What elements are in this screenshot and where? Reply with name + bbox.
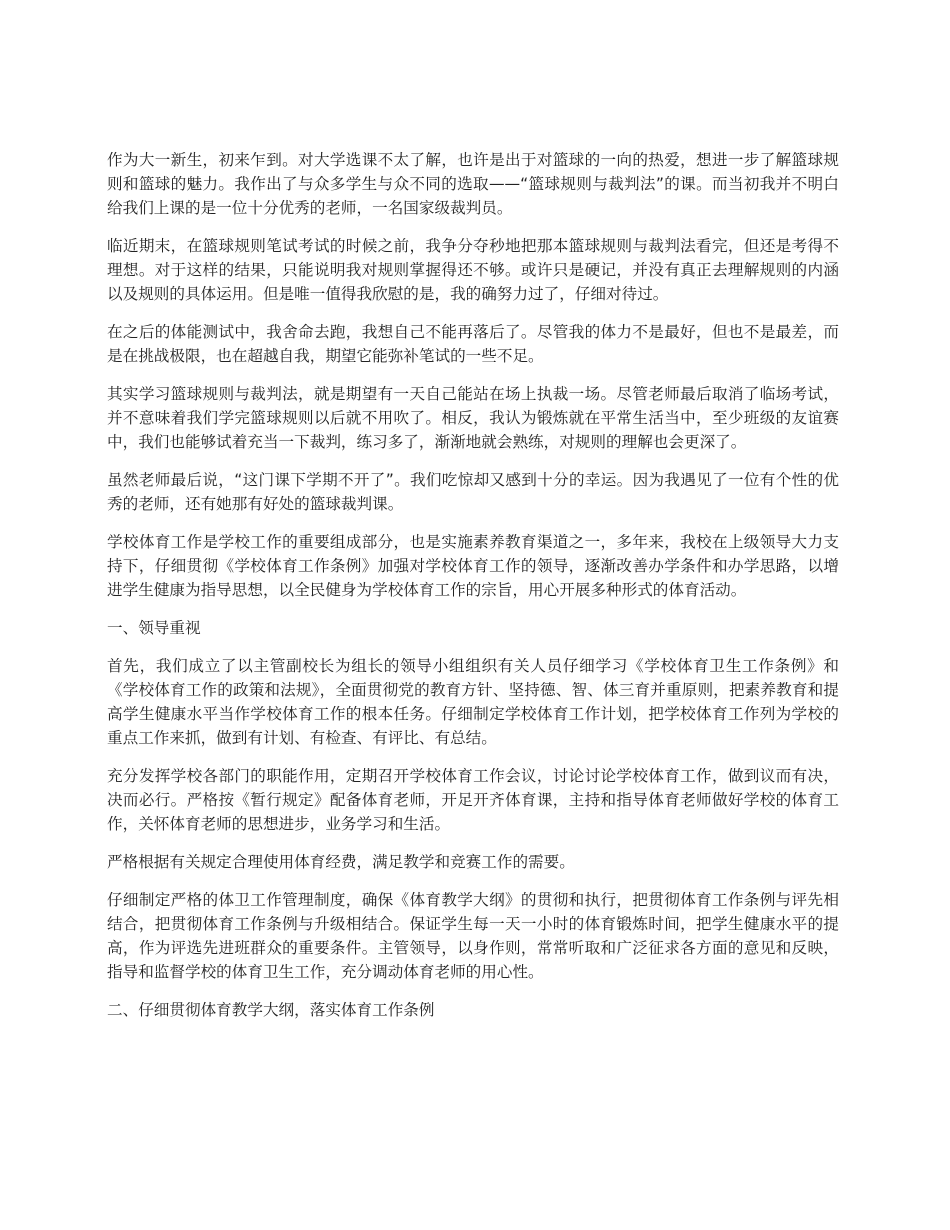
paragraph-4: 其实学习篮球规则与裁判法，就是期望有一天自己能站在场上执裁一场。尽管老师最后取消了临场考试，并不意味着我们学完篮球规则以后就不用吹了。相反，我认为锻炼就在平常生活当中，至少班级的友谊赛中，我们也能够试着充当一下裁判，练习多了，渐渐地就会熟练，对规则的理解也会更深了。 <box>107 385 839 451</box>
paragraph-2: 临近期末，在篮球规则笔试考试的时候之前，我争分夺秒地把那本篮球规则与裁判法看完，但还是考得不理想。对于这样的结果，只能说明我对规则掌握得还不够。或许只是硬记，并没有真正去理解规则的内涵以及规则的具体运用。但是唯一值得我欣慰的是，我的确努力过了，仔细对待过。 <box>107 237 839 303</box>
paragraph-10: 仔细制定严格的体卫工作管理制度，确保《体育教学大纲》的贯彻和执行，把贯彻体育工作条例与评先相结合，把贯彻体育工作条例与升级相结合。保证学生每一天一小时的体育锻炼时间，把学生健康水平的提高，作为评选先进班群众的重要条件。主管领导，以身作则，常常听取和广泛征求各方面的意见和反映，指导和监督学校的体育卫生工作，充分调动体育老师的用心性。 <box>107 891 839 981</box>
paragraph-7: 首先，我们成立了以主管副校长为组长的领导小组组织有关人员仔细学习《学校体育卫生工作条例》和《学校体育工作的政策和法规》，全面贯彻党的教育方针、坚持德、智、体三育并重原则，把素养教育和提高学生健康水平当作学校体育工作的根本任务。仔细制定学校体育工作计划，把学校体育工作列为学校的重点工作来抓，做到有计划、有检查、有评比、有总结。 <box>107 657 839 747</box>
paragraph-1: 作为大一新生，初来乍到。对大学选课不太了解，也许是出于对篮球的一向的热爱，想进一步了解篮球规则和篮球的魅力。我作出了与众多学生与众不同的选取——“篮球规则与裁判法”的课。而当初我并不明白给我们上课的是一位十分优秀的老师，一名国家级裁判员。 <box>107 151 839 217</box>
paragraph-3: 在之后的体能测试中，我舍命去跑，我想自己不能再落后了。尽管我的体力不是最好，但也不是最差，而是在挑战极限，也在超越自我，期望它能弥补笔试的一些不足。 <box>107 323 839 365</box>
section-heading-2: 二、仔细贯彻体育教学大纲，落实体育工作条例 <box>107 1001 435 1019</box>
paragraph-9: 严格根据有关规定合理使用体育经费，满足教学和竞赛工作的需要。 <box>107 853 575 871</box>
paragraph-5: 虽然老师最后说，“这门课下学期不开了”。我们吃惊却又感到十分的幸运。因为我遇见了一位有个性的优秀的老师，还有她那有好处的篮球裁判课。 <box>107 471 839 513</box>
section-heading-1: 一、领导重视 <box>107 619 201 637</box>
paragraph-8: 充分发挥学校各部门的职能作用，定期召开学校体育工作会议，讨论讨论学校体育工作，做到议而有决，决而必行。严格按《暂行规定》配备体育老师，开足开齐体育课，主持和指导体育老师做好学校的体育工作，关怀体育老师的思想进步，业务学习和生活。 <box>107 767 839 833</box>
document-body <box>107 148 839 1036</box>
paragraph-6: 学校体育工作是学校工作的重要组成部分，也是实施素养教育渠道之一，多年来，我校在上级领导大力支持下，仔细贯彻《学校体育工作条例》加强对学校体育工作的领导，逐渐改善办学条件和办学思路，以增进学生健康为指导思想，以全民健身为学校体育工作的宗旨，用心开展多种形式的体育活动。 <box>107 533 839 599</box>
